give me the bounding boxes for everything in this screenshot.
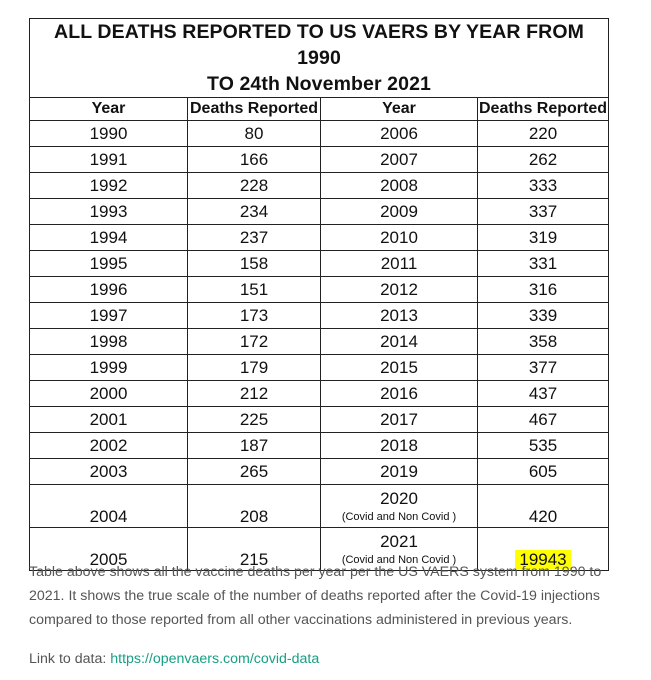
cell-deaths-a: 173 xyxy=(188,303,321,329)
cell-deaths-a: 166 xyxy=(188,147,321,173)
cell-year-b: 2009 xyxy=(321,199,478,225)
cell-year-b: 2012 xyxy=(321,277,478,303)
cell-year-b: 2015 xyxy=(321,355,478,381)
table-caption: Table above shows all the vaccine deaths per year per the US VAERS system from 1990 to 2021. It shows the true scale of the number of deaths reported after the Covid-19 injections compared to those reported from all other vaccinations administered in previous years. xyxy=(29,564,602,628)
vaers-deaths-table xyxy=(29,18,609,571)
cell-year-a: 2000 xyxy=(30,381,188,407)
table-row xyxy=(30,199,609,225)
table-row xyxy=(30,355,609,381)
table-title-line1: ALL DEATHS REPORTED TO US VAERS BY YEAR FROM 1990 xyxy=(54,21,584,69)
highlighted-deaths-value: 19943 xyxy=(515,550,570,569)
cell-deaths-a: 265 xyxy=(188,459,321,485)
cell-deaths-a: 80 xyxy=(188,121,321,147)
cell-deaths-a: 158 xyxy=(188,251,321,277)
table-title xyxy=(30,19,609,98)
cell-deaths-b: 331 xyxy=(478,251,609,277)
table-row xyxy=(30,459,609,485)
covid-note: (Covid and Non Covid ) xyxy=(341,554,457,566)
cell-year-b: 2017 xyxy=(321,407,478,433)
cell-year-b-value: 2021 xyxy=(380,532,418,551)
cell-year-a: 2003 xyxy=(30,459,188,485)
openvaers-link[interactable]: https://openvaers.com/covid-data xyxy=(110,651,320,667)
cell-deaths-b: 467 xyxy=(478,407,609,433)
cell-deaths-b: 535 xyxy=(478,433,609,459)
cell-year-a: 1990 xyxy=(30,121,188,147)
cell-year-a: 1995 xyxy=(30,251,188,277)
cell-deaths-a: 179 xyxy=(188,355,321,381)
header-deaths-a: Deaths Reported xyxy=(188,98,321,121)
cell-year-b: 2008 xyxy=(321,173,478,199)
cell-year-b-value: 2020 xyxy=(380,489,418,508)
table-header-row xyxy=(30,98,609,121)
cell-deaths-a: 208 xyxy=(188,485,321,528)
cell-deaths-a: 212 xyxy=(188,381,321,407)
table-row xyxy=(30,225,609,251)
cell-deaths-b: 437 xyxy=(478,381,609,407)
cell-deaths-b: 220 xyxy=(478,121,609,147)
cell-year-b: 2013 xyxy=(321,303,478,329)
cell-year-a: 2002 xyxy=(30,433,188,459)
table-row xyxy=(30,381,609,407)
cell-deaths-a: 151 xyxy=(188,277,321,303)
cell-deaths-b: 420 xyxy=(478,485,609,528)
link-label: Link to data: xyxy=(29,651,111,667)
cell-deaths-a: 172 xyxy=(188,329,321,355)
cell-year-b: 2019 xyxy=(321,459,478,485)
cell-deaths-a: 187 xyxy=(188,433,321,459)
cell-year-a: 1997 xyxy=(30,303,188,329)
cell-year-b xyxy=(321,485,478,528)
cell-deaths-a: 225 xyxy=(188,407,321,433)
cell-year-a: 2001 xyxy=(30,407,188,433)
header-year-a: Year xyxy=(30,98,188,121)
cell-year-b: 2007 xyxy=(321,147,478,173)
cell-year-a: 1999 xyxy=(30,355,188,381)
cell-deaths-b: 605 xyxy=(478,459,609,485)
data-link-line xyxy=(29,651,319,667)
cell-year-b: 2018 xyxy=(321,433,478,459)
header-year-b: Year xyxy=(321,98,478,121)
cell-year-b: 2011 xyxy=(321,251,478,277)
cell-year-a: 1998 xyxy=(30,329,188,355)
cell-year-a: 1994 xyxy=(30,225,188,251)
cell-deaths-b: 337 xyxy=(478,199,609,225)
cell-deaths-b: 333 xyxy=(478,173,609,199)
cell-year-a: 2005 xyxy=(30,528,188,571)
cell-deaths-b: 339 xyxy=(478,303,609,329)
table-row xyxy=(30,147,609,173)
table-row xyxy=(30,407,609,433)
cell-deaths-b: 319 xyxy=(478,225,609,251)
header-deaths-b: Deaths Reported xyxy=(478,98,609,121)
cell-deaths-a: 215 xyxy=(188,528,321,571)
cell-deaths-b: 316 xyxy=(478,277,609,303)
cell-deaths-a: 228 xyxy=(188,173,321,199)
cell-year-a: 1993 xyxy=(30,199,188,225)
cell-year-a: 1991 xyxy=(30,147,188,173)
table-row xyxy=(30,251,609,277)
table-row xyxy=(30,485,609,528)
cell-deaths-b: 262 xyxy=(478,147,609,173)
cell-deaths-a: 237 xyxy=(188,225,321,251)
cell-year-a: 1992 xyxy=(30,173,188,199)
table-row xyxy=(30,433,609,459)
table-title-line2: TO 24th November 2021 xyxy=(207,73,431,95)
cell-year-a: 1996 xyxy=(30,277,188,303)
cell-deaths-a: 234 xyxy=(188,199,321,225)
covid-note: (Covid and Non Covid ) xyxy=(341,511,457,523)
cell-deaths-b: 358 xyxy=(478,329,609,355)
cell-year-a: 2004 xyxy=(30,485,188,528)
table-body xyxy=(30,121,609,571)
vaers-table-container xyxy=(29,18,608,571)
table-row xyxy=(30,303,609,329)
table-row xyxy=(30,329,609,355)
cell-year-b: 2016 xyxy=(321,381,478,407)
cell-year-b: 2014 xyxy=(321,329,478,355)
table-row xyxy=(30,277,609,303)
cell-year-b: 2006 xyxy=(321,121,478,147)
table-row xyxy=(30,121,609,147)
cell-deaths-b: 377 xyxy=(478,355,609,381)
table-row xyxy=(30,173,609,199)
cell-year-b: 2010 xyxy=(321,225,478,251)
